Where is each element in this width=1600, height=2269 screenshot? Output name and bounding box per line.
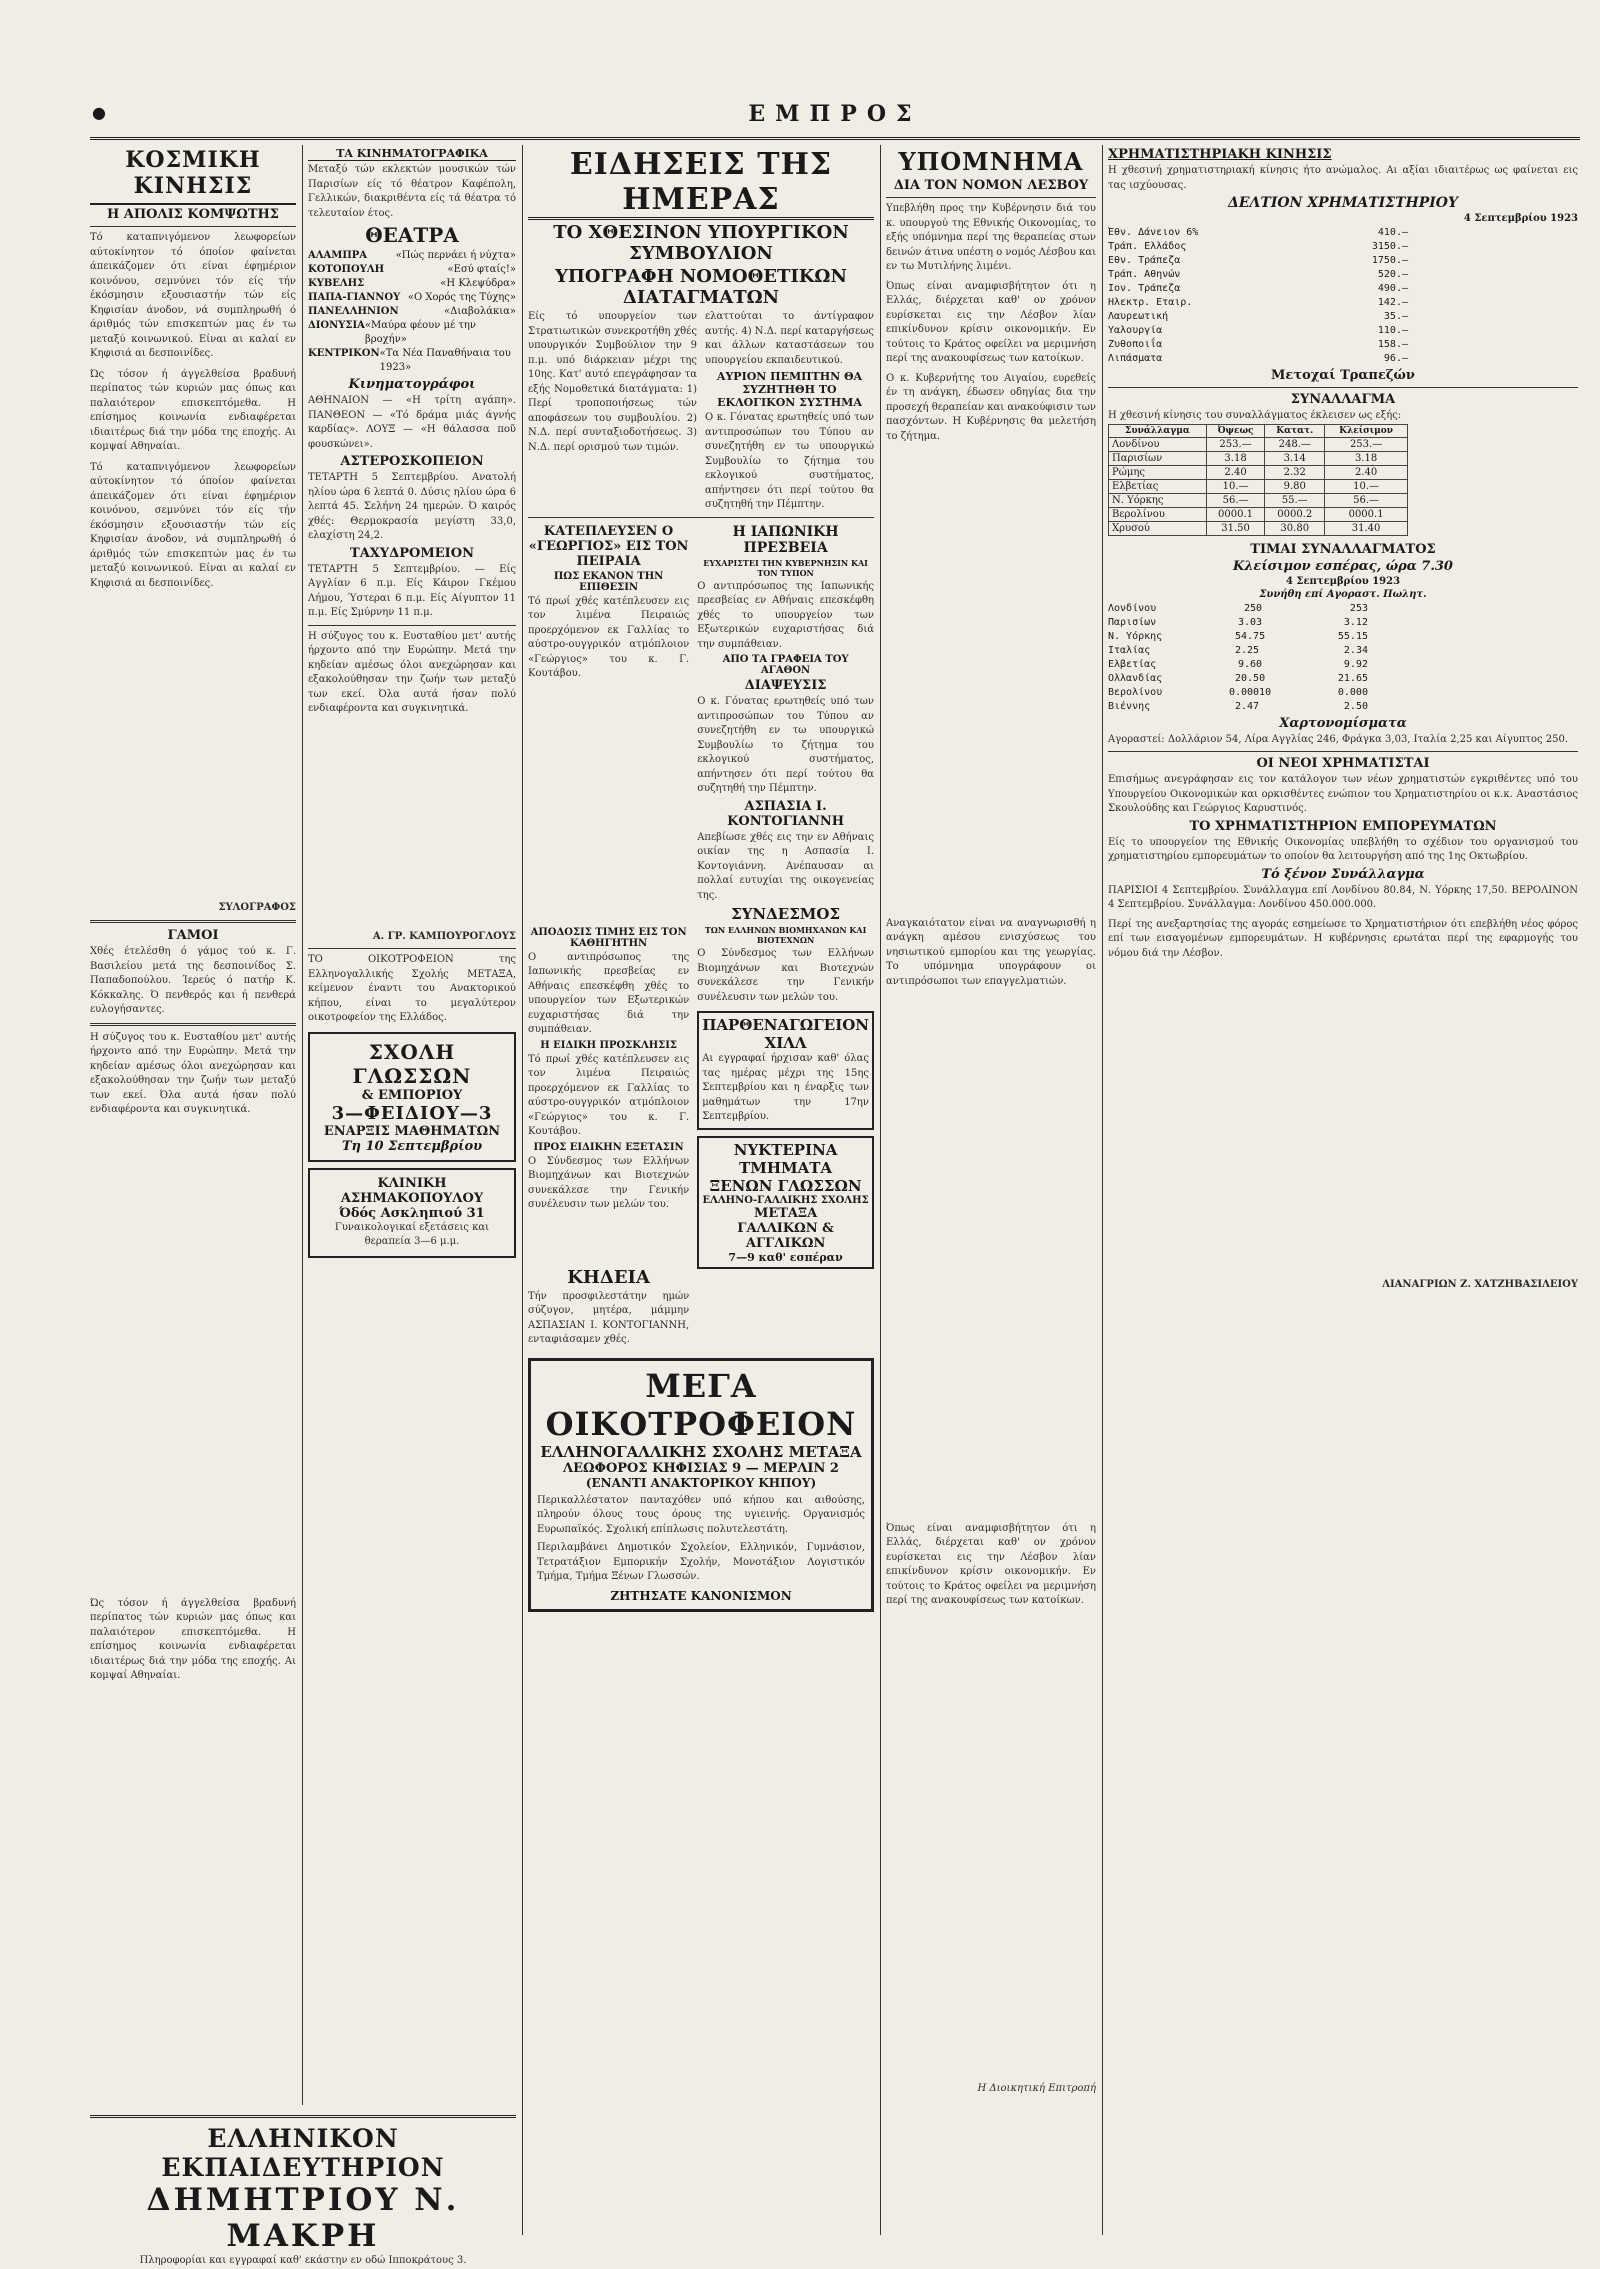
article-body: Υπεβλήθη προς την Κυβέρνησιν διά του κ. υπουργού της Εθνικής Οικονομίας, το εξής υπόμνημα περί της θεραπείας στων δεινών άτινα υπέστη ο νομός Λέσβου και εν τω Μυτιλήνης λιμένι. <box>886 203 1096 272</box>
section-title: ΕΙΔΗΣΕΙΣ ΤΗΣ ΗΜΕΡΑΣ <box>528 147 874 220</box>
school-hill-ad: ΠΑΡΘΕΝΑΓΩΓΕΙΟΝ ΧΙΛΛ Αι εγγραφαί ήρχισαν καθ' όλας τας ημέρας μέχρι της 15ης Σεπτεμβρίου και η έναρξις των μαθημάτων την 17ην Σεπτεμβρίου. <box>697 1011 874 1130</box>
article-signature: Α. ΓΡ. ΚΑΜΠΟΥΡΟΓΛΟΥΣ <box>372 930 516 942</box>
headline: ΥΠΟΜΝΗΜΑ <box>898 147 1084 176</box>
list-item: Τράπ. Αθηνών 520.— <box>1108 269 1408 280</box>
article-title: Η ΑΠΟΛΙΣ ΚΟΜΨΩΤΗΣ <box>107 207 279 222</box>
headline: ΧΡΗΜΑΤΙΣΤΗΡΙΑΚΗ ΚΙΝΗΣΙΣ <box>1108 147 1332 162</box>
article-body: Η χθεσινή κίνησις του συναλλάγματος έκλεισεν ως εξής: <box>1108 410 1402 421</box>
article-body: Ο αντιπρόσωπος της Ιαπωνικής πρεσβείας εν Αθήναις επεσκέφθη χθές το υπουργείον των Εξωτερικών ευχαριστήσας διά την συμπάθειαν. <box>697 580 874 650</box>
subheadline: ΕΥΧΑΡΙΣΤΕΙ ΤΗΝ ΚΥΒΕΡΝΗΣΙΝ ΚΑΙ ΤΟΝ ΤΥΠΟΝ <box>703 557 868 578</box>
headline: ΤΙΜΑΙ ΣΥΝΑΛΛΑΓΜΑΤΟΣ <box>1250 541 1436 557</box>
article-body: Απεβίωσε χθές εις την εν Αθήναις οικίαν της η Ασπασία Ι. Κοντογιάννη. Ανέπαυσαν αι πολλαί ευτυχίαι της οικογενείας της. <box>697 831 874 901</box>
stock-list <box>1108 226 1408 366</box>
headline: ΤΟ ΧΡΗΜΑΤΙΣΤΗΡΙΟΝ ΕΜΠΟΡΕΥΜΑΤΩΝ <box>1189 818 1497 834</box>
subheadline: Κλείσιμον εσπέρας, ώρα 7.30 <box>1233 558 1453 574</box>
headline: ΠΡΟΣ ΕΙΔΙΚΗΝ ΕΞΕΤΑΣΙΝ <box>533 1141 684 1153</box>
list-item: ΔΙΟΝΥΣΙΑ «Μαύρα φέουν μέ την βροχήν» <box>308 320 476 345</box>
table-row: Χρυσού 31.50 30.80 31.40 <box>1109 521 1408 535</box>
list-item: Ν. Υόρκης 54.75 55.15 <box>1108 630 1368 642</box>
list-item: ΚΟΤΟΠΟΥΛΗ «Εσύ φταίς!» <box>308 264 516 275</box>
list-item: ΠΑΠΑ-ΓΙΑΝΝΟΥ «Ο Χορός της Τύχης» <box>308 292 516 303</box>
column-stock-exchange <box>1108 145 1578 2235</box>
cinema-body: ΑΘΗΝΑΙΟΝ — «Η τρίτη αγάπη». ΠΑΝΘΕΟΝ — «Τό δράμα μιάς άγνής καρδίας». ΛΟΥΞ — «Η θάλασσα ποῦ φουσκώνει». <box>308 395 516 450</box>
article-body: Μεταξύ τών εκλεκτών μουσικών τών Παρισίων είς τό θέατρον Καφέπολη, Γελλικών, διακριθέντα είς τά θέατρα τό τελευταίον έτος. <box>308 164 516 219</box>
article-body: Ο κ. Γόνατας ερωτηθείς υπό των αντιπροσώπων του Τύπου αν συνεζητήθη εν τω υπουργικώ Συμβουλίω το ζήτημα του εκλογικού συστήματος, απήντησεν ότι περί τούτου θα συζητηθή την Πέμπτην. <box>697 696 874 794</box>
article-body: Είς το υπουργείον της Εθνικής Οικονομίας υπεβλήθη το σχέδιον του οργανισμού του χρηματιστηρίου εμπορευμάτων το οποίον θα λειτουργήση από της 1ης Οκτωβρίου. <box>1108 836 1578 862</box>
night-classes-ad: ΝΥΚΤΕΡΙΝΑ ΤΜΗΜΑΤΑ ΞΕΝΩΝ ΓΛΩΣΣΩΝ ΕΛΛΗΝΟ-ΓΑΛΛΙΚΗΣ ΣΧΟΛΗΣ ΜΕΤΑΞΑ ΓΑΛΛΙΚΩΝ & ΑΓΓΛΙΚΩΝ 7—9 καθ' εσπέραν <box>697 1136 874 1269</box>
article-body: Χθές έτελέσθη ό γάμος τού κ. Γ. Βασιλείου μετά της δεσποινίδος Σ. Παπαδοπούλου. Ίερεύς ό πατήρ Κ. Κόκκαλης. Ό πενθερός και ή πενθερά ευλογήσαντες. <box>90 946 296 1015</box>
column-rule <box>302 145 303 2105</box>
article-body: Όπως είναι αναμφισβήτητον ότι η Ελλάς, διέρχεται καθ' ον χρόνον ευρίσκεται εις την Λέσβον λίαν επικίνδυνον κρίσιν οικονομικήν. Εν τούτοις το Κράτος οφείλει να μεριμνήση περί της ανακουφίσεως των κατοίκων. <box>886 1522 1096 1606</box>
post-title: ΤΑΧΥΔΡΟΜΕΙΟΝ <box>350 545 474 561</box>
headline: Τό ξένον Συνάλλαγμα <box>1261 866 1425 882</box>
column-rule <box>1102 145 1103 2235</box>
article-body: Ώς τόσον ή άγγελθείσα βραδυνή περίπατος τών κυριών μας όπως και παλαιότερον επισκεπτόμεθα. Η επίσημος κοινωνία ενδιαφέρεται ιδιαιτέρως διά την μόδα της εποχής. Αι κομψαί Αθηναίαι. <box>90 368 296 452</box>
subheadline: ΠΩΣ ΕΚΑΝΟΝ ΤΗΝ ΕΠΙΘΕΣΙΝ <box>553 570 664 593</box>
headline: ΑΥΡΙΟΝ ΠΕΜΠΤΗΝ ΘΑ ΣΥΖΗΤΗΘΗ ΤΟ ΕΚΛΟΓΙΚΟΝ ΣΥΣΤΗΜΑ <box>716 370 863 409</box>
table-row: Ν. Υόρκης 56.— 55.— 56.— <box>1109 493 1408 507</box>
article-body: ΠΑΡΙΣΙΟΙ 4 Σεπτεμβρίου. Συνάλλαγμα επί Λονδίνου 80.84, Ν. Υόρκης 17,50. ΒΕΡΟΛΙΝΟΝ 4 Σεπτεμβρίου. Συνάλλαγμα: Λονδίνου 450.000.000. <box>1108 884 1578 910</box>
bullet-icon: ● <box>92 103 106 122</box>
article-signature: ΛΙΑΝΑΓΡΙΩΝ Ζ. ΧΑΤΖΗΒΑΣΙΛΕΙΟΥ <box>1382 1278 1578 1290</box>
article-body: Όπως είναι αναμφισβήτητον ότι η Ελλάς, διέρχεται καθ' ον χρόνον ευρίσκεται εις την Λέσβον λίαν επικίνδυνον κρίσιν οικονομικήν. Εν τούτοις το Κράτος οφείλει να μεριμνήση περί της ανακουφίσεως των κατοίκων. <box>886 280 1096 364</box>
observatory-body: ΤΕΤΑΡΤΗ 5 Σεπτεμβρίου. Ανατολή ηλίου ώρα 6 λεπτά 0. Δύσις ηλίου ώρα 6 λεπτά 45. Σελήνη 24 ημερών. Ό καιρός χθές: Θερμοκρασία μεγίστη 33,0, ελαχίστη 24,2. <box>308 472 516 541</box>
newspaper-page <box>90 95 1580 2266</box>
article-body: Τό καταπνιγόμενον λεωφορείων αύτοκίνητον τό όποίον φαίνεται άπεικάζομεν ότι είναι έφημέριον κοινόνου, σεμνύνει τόν είς τήν έκόσμησιν εξουσιαστήν τών είς Κηφισίαν άνοδον, νά συμπληρωθή ό άριθμός τών επισκεπτών μας έν τω μεταξύ κοινωνικού. Είναι αι καλαί εν Κηφισιά αι δεσποινίδες. <box>90 461 296 589</box>
list-item: ΚΥΒΕΛΗΣ «Η Κλεψύδρα» <box>308 278 516 289</box>
list-item: Λιπάσματα 96.— <box>1108 353 1408 364</box>
masthead-title: ΕΜΠΡΟΣ <box>748 101 922 127</box>
table-row: Ελβετίας 10.— 9.80 10.— <box>1109 479 1408 493</box>
theatres-list <box>308 249 516 375</box>
list-item: ΠΑΝΕΛΛΗΝΙΟΝ «Διαβολάκια» <box>308 306 516 317</box>
article-body: Ο αντιπρόσωπος της Ιαπωνικής πρεσβείας εν Αθήναις επεσκέφθη χθές το υπουργείον των Εξωτερικών ευχαριστήσας διά την συμπάθειαν. <box>528 951 690 1035</box>
table-row: Ρώμης 2.40 2.32 2.40 <box>1109 465 1408 479</box>
headline: ΟΙ ΝΕΟΙ ΧΡΗΜΑΤΙΣΤΑΙ <box>1256 756 1430 771</box>
headline: Η ΕΙΔΙΚΗ ΠΡΟΣΚΛΗΣΙΣ <box>540 1039 677 1051</box>
date: 4 Σεπτεμβρίου 1923 <box>1463 213 1578 224</box>
article-body: Η σύζυγος του κ. Ευσταθίου μετ' αυτής ήρχοντο από την Ευρώπην. Μετά την κηδείαν αμέσως όλοι ανεχώρησαν και εξακολούθησαν την ζωήν των μεταξύ των εκεί. Όλα αυτά ήσαν πολύ ενδιαφέροντα και συγκινητικά. <box>90 1031 296 1115</box>
subheadline: ΤΩΝ ΕΛΛΗΝΩΝ ΒΙΟΜΗΧΑΝΩΝ ΚΑΙ ΒΙΟΤΕΧΝΩΝ <box>704 925 867 945</box>
subheadline: ΔΙΑ ΤΟΝ ΝΟΜΟΝ ΛΕΣΒΟΥ <box>893 178 1089 193</box>
headline: ΑΠΟ ΤΑ ΓΡΑΦΕΙΑ ΤΟΥ ΑΓΑΘΟΝ <box>722 654 849 676</box>
subheadline: Συνήθη επί Αγοραστ. Πωλητ. <box>1259 588 1427 600</box>
boarding-school-ad: ΜΕΓΑ ΟΙΚΟΤΡΟΦΕΙΟΝ ΕΛΛΗΝΟΓΑΛΛΙΚΗΣ ΣΧΟΛΗΣ ΜΕΤΑΞΑ ΛΕΩΦΟΡΟΣ ΚΗΦΙΣΙΑΣ 9 — ΜΕΡΛΙΝ 2 (ΕΝΑΝΤΙ ΑΝΑΚΤΟΡΙΚΟΥ ΚΗΠΟΥ) Περικαλλέστατον πανταχόθεν υπό κήπου και αιθούσης, πληρούν όλους τους όρους της υγιεινής. Οργανισμός Ευρωπαϊκός. Σχολική επίπλωσις πολυτελεστάτη. Περιλαμβάνει Δημοτικόν Σχολείον, Ελληνικόν, Γυμνάσιον, Τετρατάξιον Εμπορικήν Σχολήν, Μονοτάξιον Λογιστικόν Τμήμα, Τμήμα Ξένων Γλωσσών. ΖΗΤΗΣΑΤΕ ΚΑΝΟΝΙΣΜΟΝ <box>528 1358 874 1612</box>
list-item: Ζυθοποιΐα 158.— <box>1108 339 1408 350</box>
headline: ΑΠΟΔΟΣΙΣ ΤΙΜΗΣ ΕΙΣ ΤΟΝ ΚΑΘΗΓΗΤΗΝ <box>530 926 687 949</box>
article-body: Ο κ. Γόνατας ερωτηθείς υπό των αντιπροσώπων του Τύπου αν συνεζητήθη εν τω υπουργικώ Συμβουλίω το ζήτημα του εκλογικού συστήματος, απήντησεν ότι περί τούτου θα συζητηθή την Πέμπτην. <box>705 412 874 510</box>
list-item: Βερολίνου 0.00010 0.000 <box>1108 686 1368 698</box>
article-body: Ώς τόσον ή άγγελθείσα βραδυνή περίπατος τών κυριών μας όπως και παλαιότερον επισκεπτόμεθα. Η επίσημος κοινωνία ενδιαφέρεται ιδιαιτέρως διά την μόδα της εποχής. Αι κομψαί Αθηναίαι. <box>90 1597 296 1681</box>
column-news <box>528 145 874 2235</box>
observatory-title: ΑΣΤΕΡΟΣΚΟΠΕΙΟΝ <box>340 454 484 469</box>
headline: ΥΠΟΓΡΑΦΗ ΝΟΜΟΘΕΤΙΚΩΝ ΔΙΑΤΑΓΜΑΤΩΝ <box>555 266 847 308</box>
table-row: Παρισίων 3.18 3.14 3.18 <box>1109 451 1408 465</box>
column-rule <box>880 145 881 2235</box>
headline: Η ΙΑΠΩΝΙΚΗ ΠΡΕΣΒΕΙΑ <box>732 523 839 556</box>
article-body: Τό πρωί χθές κατέπλευσεν εις τον λιμένα Πειραιώς προερχόμενον εκ Γαλλίας το αύστρο-ουγγρικόν ατμόπλοιον «Γεώργιος» του κ. Γ. Κουτάβου. <box>528 1053 690 1137</box>
article-body: Ο Σύνδεσμος των Ελλήνων Βιομηχάνων και Βιοτεχνών συνεκάλεσε την Γενικήν συνέλευσιν των μελών του. <box>528 1155 690 1210</box>
article-body: Τό καταπνιγόμενον λεωφορείων αύτοκίνητον τό όποίον φαίνεται άπεικάζομεν ότι είναι έφημέριον κοινόνου, σεμνύνει τόν είς τήν έκόσμησιν εξουσιαστήν τών είς Κηφισίαν άνοδον, νά συμπληρωθή ό άριθμός τών επισκεπτών μας έν τω μεταξύ κοινωνικού. Είναι αι καλαί εν Κηφισιά αι δεσποινίδες. <box>90 232 296 359</box>
masthead <box>90 95 1580 140</box>
notice-body: ΤΟ ΟΙΚΟΤΡΟΦΕΙΟΝ της Ελληνογαλλικής Σχολής ΜΕΤΑΞΑ, κείμενον έναντι του Ανακτορικού κήπου, είναι το μεγαλύτερον οικοτροφείον της Ελλάδος. <box>308 954 516 1023</box>
article-body: Ο κ. Κυβερνήτης του Αιγαίου, ευρεθείς έν τη ανάγκη, έδωσεν οδηγίας δια την προσεχή θεραπείαν και ανακούφισιν των πασχόντων. Η Κυβέρνησις θα μελετήση το ζήτημα. <box>886 372 1096 442</box>
school-ad: ΣΧΟΛΗ ΓΛΩΣΣΩΝ & ΕΜΠΟΡΙΟΥ 3—ΦΕΙΔΙΟΥ—3 ΕΝΑΡΞΙΣ ΜΑΘΗΜΑΤΩΝ Τη 10 Σεπτεμβρίου <box>308 1032 516 1162</box>
article-title: ΓΑΜΟΙ <box>167 928 219 943</box>
list-item: Ελβετίας 9.60 9.92 <box>1108 658 1368 670</box>
clinic-ad: ΚΛΙΝΙΚΗ ΑΣΗΜΑΚΟΠΟΥΛΟΥ Όδός Ασκληπιού 31 Γυναικολογικαί εξετάσεις και θεραπεία 3—6 μ.μ. <box>308 1168 516 1258</box>
article-signature: Η Διοικητική Επιτροπή <box>977 2082 1096 2094</box>
list-item: Λαυρεωτική 35.— <box>1108 311 1408 322</box>
column-entertainment <box>308 145 516 2105</box>
theatres-title: ΘΕΑΤΡΑ <box>365 223 459 247</box>
list-item: Ολλανδίας 20.50 21.65 <box>1108 672 1368 684</box>
date: 4 Σεπτεμβρίου 1923 <box>1285 575 1401 587</box>
headline: ΚΗΔΕΙΑ <box>567 1266 650 1288</box>
headline: Χαρτονομίσματα <box>1279 715 1407 731</box>
headline: ΣΥΝΑΛΛΑΓΜΑ <box>1290 392 1396 407</box>
table-row: Λονδίνου 253.— 248.— 253.— <box>1109 437 1408 451</box>
column-social <box>90 145 296 2105</box>
list-item: Ιταλίας 2.25 2.34 <box>1108 644 1368 656</box>
article-body: ελαττούται το άντίγραφον αυτής. 4) Ν.Δ. περί καταργήσεως και άλλων καταστάσεων του υπουργείου εκπαιδευτικού. <box>705 311 874 366</box>
article-body: Τό πρωί χθές κατέπλευσεν εις τον λιμένα Πειραιώς προερχόμενον εκ Γαλλίας το αύστρο-ουγγρικόν ατμόπλοιον «Γεώργιος» του κ. Γ. Κουτάβου. <box>528 595 690 679</box>
article-body: Η χθεσινή χρηματιστηριακή κίνησις ήτο ανώμαλος. Αι αξίαι ιδιαιτέρως ως φαίνεται εις τας ισχύουσας. <box>1108 165 1578 191</box>
list-item: Έθν. Δάνειον 6% 410.— <box>1108 227 1408 238</box>
list-item: Τράπ. Ελλάδος 3150.— <box>1108 241 1408 252</box>
closing-rates-list <box>1108 602 1368 714</box>
school-makris-ad: ΕΛΛΗΝΙΚΟΝ ΕΚΠΑΙΔΕΥΤΗΡΙΟΝ ΔΗΜΗΤΡΙΟΥ Ν. ΜΑΚΡΗ Πληροφορίαι και εγγραφαί καθ' εκάστην εν οδώ Ιπποκράτους 3. <box>90 2115 516 2233</box>
list-item: Υαλουργία 110.— <box>1108 325 1408 336</box>
table-row: Βερολίνου 0000.1 0000.2 0000.1 <box>1109 507 1408 521</box>
list-item: Παρισίων 3.03 3.12 <box>1108 616 1368 628</box>
section-title: ΚΟΣΜΙΚΗ ΚΙΝΗΣΙΣ <box>90 147 296 205</box>
list-item: Ιον. Τράπεζα 490.— <box>1108 283 1408 294</box>
headline: ΣΥΝΔΕΣΜΟΣ <box>731 905 841 923</box>
list-item: ΑΛΑΜΠΡΑ «Πώς περνάει ή νύχτα» <box>308 250 516 261</box>
article-title: ΤΑ ΚΙΝΗΜΑΤΟΓΡΑΦΙΚΑ <box>308 147 516 161</box>
article-body: Ο Σύνδεσμος των Ελλήνων Βιομηχάνων και Βιοτεχνών συνεκάλεσε την Γενικήν συνέλευσιν των μελών του. <box>697 948 874 1003</box>
post-body: ΤΕΤΑΡΤΗ 5 Σεπτεμβρίου. — Είς Αγγλίαν 6 π.μ. Είς Κάιρον Γκέμου Λήμου, Ύστεραι 6 π.μ. Είς Αίγυπτον 11 π.μ. Είς Σμύρνην 11 π.μ. <box>308 563 516 618</box>
column-rule <box>522 145 523 2235</box>
article-body: Αγοραστεί: Δολλάριον 54, Λίρα Αγγλίας 246, Φράγκα 3,03, Ιταλία 2,25 και Αίγυπτος 250. <box>1108 733 1569 745</box>
list-item: Βιέννης 2.47 2.50 <box>1108 700 1368 712</box>
headline: ΑΣΠΑΣΙΑ Ι. ΚΟΝΤΟΓΙΑΝΝΗ <box>727 798 845 829</box>
article-body: Η σύζυγος του κ. Ευσταθίου μετ' αυτής ήρχοντο από την Ευρώπην. Μετά την κηδείαν αμέσως όλοι ανεχώρησαν και εξακολούθησαν την ζωήν των μεταξύ των εκεί. Όλα αυτά ήσαν πολύ ενδιαφέροντα και συγκινητικά. <box>308 630 516 714</box>
list-item: Εθν. Τράπεζα 1750.— <box>1108 255 1408 266</box>
article-body: Είς τό υπουργείον των Στρατιωτικών συνεκροτήθη χθές υπουργικόν Συμβούλιον την 9 π.μ. υπό διάρκειαν μέχρι της 10ης. Κατ' αυτό επεγράφησαν τα εξής Νομοθετικά διατάγματα: 1) Περί τροποποιήσεως τών αποφάσεων του συμβουλίου. 2) Ν.Δ. περί συνταξιοδοτήσεως. 3) Ν.Δ. περί ορισμού των τιμών. <box>528 311 697 453</box>
list-item: Λονδίνου 250 253 <box>1108 602 1368 614</box>
column-memorandum <box>886 145 1096 2235</box>
article-body: Τήν προσφιλεστάτην ημών σύζυγον, μητέρα, μάμμην ΑΣΠΑΣΙΑΝ Ι. ΚΟΝΤΟΓΙΑΝΝΗ, ενταφιάσαμεν χθές. <box>528 1290 690 1345</box>
headline: ΚΑΤΕΠΛΕΥΣΕΝ Ο «ΓΕΩΡΓΙΟΣ» ΕΙΣ ΤΟΝ ΠΕΙΡΑΙΑ <box>528 523 689 569</box>
article-body: Περί της ανεξαρτησίας της αγοράς εσημείωσε το Χρηματιστήριον ότι επεβλήθη νέος φόρος επί των εισαγομένων εμπορευμάτων. Η κυβέρνησις ερωτάται περί της εφαρμογής του νόμου διά την Λέσβον. <box>1108 918 1578 959</box>
list-item: Ηλεκτρ. Εταιρ. 142.— <box>1108 297 1408 308</box>
article-body: Αναγκαιότατον είναι να αναγνωρισθή η ανάγκη αμέσου ενισχύσεως του νησιωτικού εμπορίου και της γεωργίας. Το υπόμνημα υπογράφουν οι αντιπρόσωποι των επαγγελματιών. <box>886 917 1096 987</box>
headline: ΤΟ ΧΘΕΣΙΝΟΝ ΥΠΟΥΡΓΙΚΟΝ ΣΥΜΒΟΥΛΙΟΝ <box>553 222 849 264</box>
cinema-title: Κινηματογράφοι <box>348 377 476 392</box>
exchange-rates-table: Συνάλλαγμα Όψεως Κατατ. Κλείσιμον Λονδίνου 253.— 248.— 253.— Παρισίων 3.18 3.14 3.18 Ρώμης 2.40 2.32 2.40 Ελβετίας 10.— 9.80 10.— Ν. Υόρκης 56.— 55.— 56.— Βερολίνου 0000.1 0000.2 0000.1 Χρυσού 31.50 30.80 31.40 <box>1108 424 1408 536</box>
article-signature: ΣΥΛΟΓΡΑΦΟΣ <box>218 901 296 913</box>
article-body: Επισήμως ανεγράφησαν εις τον κατάλογον των νέων χρηματιστών εγκριθέντες υπό του Υπουργείου Οικονομικών και ορκισθέντες ενώπιον του Χρηματιστηρίου οι κ.κ. Αναστάσιος Σκουλούδης και Γεώργιος Καρυστινός. <box>1108 774 1578 814</box>
headline: Μετοχαί Τραπεζών <box>1271 368 1415 383</box>
list-item: ΚΕΝΤΡΙΚΟΝ «Τα Νέα Παναθήναια του 1923» <box>308 348 511 373</box>
headline: ΔΙΑΨΕΥΣΙΣ <box>744 678 827 693</box>
headline: ΔΕΛΤΙΟΝ ΧΡΗΜΑΤΙΣΤΗΡΙΟΥ <box>1228 195 1458 211</box>
